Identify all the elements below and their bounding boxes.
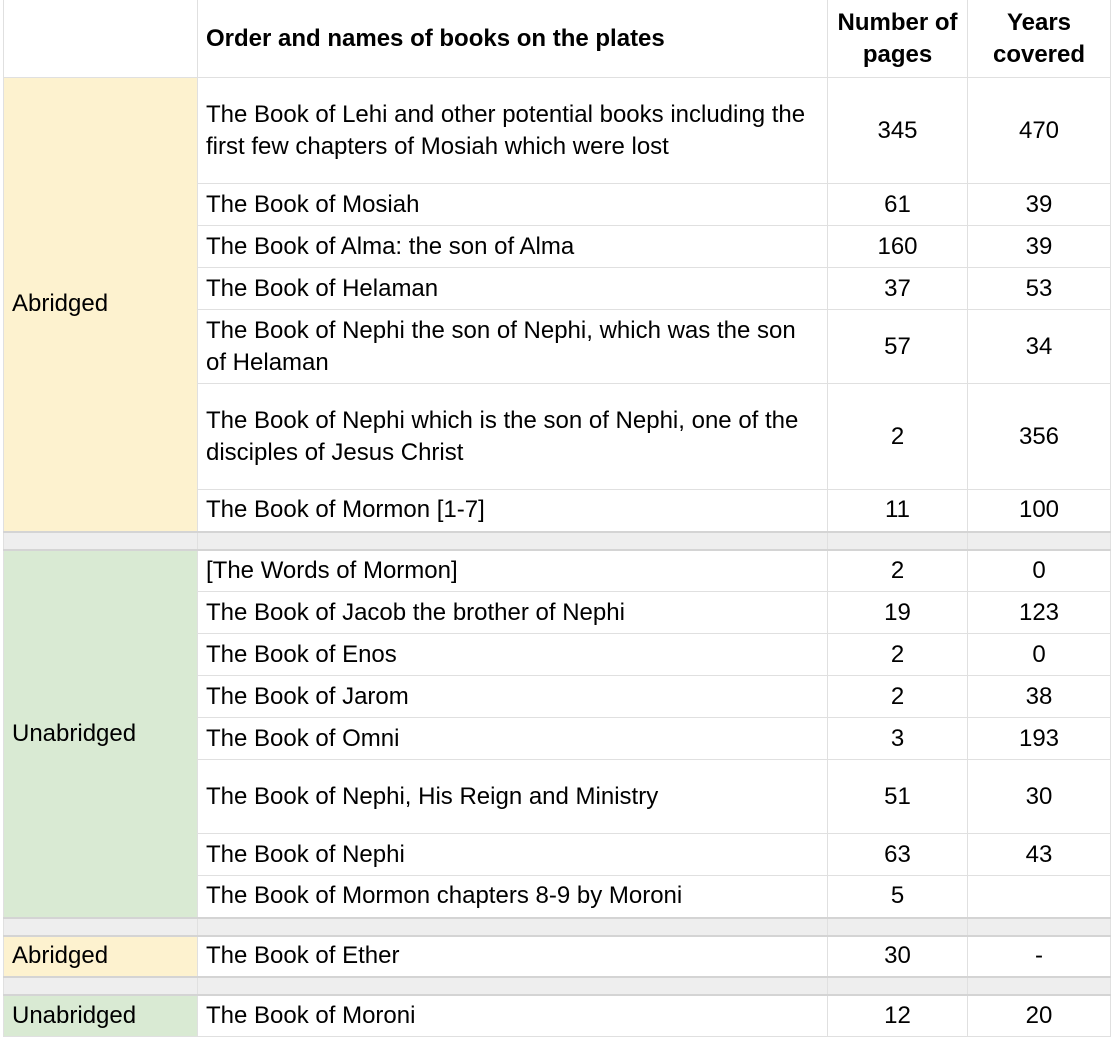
book-name-cell[interactable]: The Book of Mosiah — [198, 184, 828, 226]
pages-cell[interactable]: 19 — [828, 592, 968, 634]
years-cell[interactable]: 123 — [968, 592, 1111, 634]
group-label-cell[interactable]: Unabridged — [4, 995, 198, 1037]
separator-cell[interactable] — [968, 918, 1111, 936]
separator-cell[interactable] — [198, 532, 828, 550]
years-cell[interactable]: 38 — [968, 676, 1111, 718]
years-cell[interactable] — [968, 876, 1111, 918]
years-cell[interactable]: 356 — [968, 384, 1111, 490]
table-row — [4, 936, 1111, 977]
separator-cell[interactable] — [198, 918, 828, 936]
group-label-cell[interactable]: Unabridged — [4, 550, 198, 918]
group-label-cell[interactable]: Abridged — [4, 936, 198, 977]
years-cell[interactable]: 39 — [968, 184, 1111, 226]
years-cell[interactable]: 193 — [968, 718, 1111, 760]
header-book-names[interactable]: Order and names of books on the plates — [198, 0, 828, 78]
book-name-cell[interactable]: The Book of Lehi and other potential books including the first few chapters of Mosiah which were lost — [198, 78, 828, 184]
header-number-of-pages[interactable]: Number of pages — [828, 0, 968, 78]
separator-cell[interactable] — [968, 977, 1111, 995]
years-cell[interactable]: 0 — [968, 550, 1111, 592]
separator-row — [4, 532, 1111, 550]
book-name-cell[interactable]: The Book of Alma: the son of Alma — [198, 226, 828, 268]
table-row — [4, 550, 1111, 592]
book-name-cell[interactable]: The Book of Nephi the son of Nephi, which was the son of Helaman — [198, 310, 828, 384]
book-name-cell[interactable]: The Book of Mormon [1-7] — [198, 490, 828, 532]
years-cell[interactable]: 0 — [968, 634, 1111, 676]
separator-row — [4, 918, 1111, 936]
book-name-cell[interactable]: The Book of Ether — [198, 936, 828, 977]
book-name-cell[interactable]: The Book of Jacob the brother of Nephi — [198, 592, 828, 634]
years-cell[interactable]: 43 — [968, 834, 1111, 876]
separator-cell[interactable] — [4, 532, 198, 550]
separator-cell[interactable] — [4, 918, 198, 936]
pages-cell[interactable]: 2 — [828, 634, 968, 676]
pages-cell[interactable]: 2 — [828, 676, 968, 718]
years-cell[interactable]: 470 — [968, 78, 1111, 184]
pages-cell[interactable]: 345 — [828, 78, 968, 184]
pages-cell[interactable]: 5 — [828, 876, 968, 918]
pages-cell[interactable]: 63 — [828, 834, 968, 876]
table-row — [4, 995, 1111, 1037]
years-cell[interactable]: 20 — [968, 995, 1111, 1037]
years-cell[interactable]: 34 — [968, 310, 1111, 384]
separator-cell[interactable] — [198, 977, 828, 995]
book-name-cell[interactable]: The Book of Mormon chapters 8-9 by Moroni — [198, 876, 828, 918]
book-name-cell[interactable]: The Book of Helaman — [198, 268, 828, 310]
header-row — [4, 0, 1111, 78]
spreadsheet-table — [3, 0, 1111, 1037]
years-cell[interactable]: 30 — [968, 760, 1111, 834]
book-name-cell[interactable]: [The Words of Mormon] — [198, 550, 828, 592]
pages-cell[interactable]: 30 — [828, 936, 968, 977]
pages-cell[interactable]: 3 — [828, 718, 968, 760]
book-name-cell[interactable]: The Book of Nephi — [198, 834, 828, 876]
pages-cell[interactable]: 11 — [828, 490, 968, 532]
years-cell[interactable]: - — [968, 936, 1111, 977]
header-cell-empty[interactable] — [4, 0, 198, 78]
header-years-covered[interactable]: Years covered — [968, 0, 1111, 78]
years-cell[interactable]: 39 — [968, 226, 1111, 268]
separator-row — [4, 977, 1111, 995]
pages-cell[interactable]: 37 — [828, 268, 968, 310]
book-name-cell[interactable]: The Book of Omni — [198, 718, 828, 760]
separator-cell[interactable] — [828, 918, 968, 936]
separator-cell[interactable] — [828, 532, 968, 550]
pages-cell[interactable]: 57 — [828, 310, 968, 384]
pages-cell[interactable]: 51 — [828, 760, 968, 834]
book-name-cell[interactable]: The Book of Nephi, His Reign and Ministry — [198, 760, 828, 834]
separator-cell[interactable] — [968, 532, 1111, 550]
years-cell[interactable]: 53 — [968, 268, 1111, 310]
group-label-cell[interactable]: Abridged — [4, 78, 198, 532]
pages-cell[interactable]: 160 — [828, 226, 968, 268]
years-cell[interactable]: 100 — [968, 490, 1111, 532]
table-row — [4, 78, 1111, 184]
separator-cell[interactable] — [828, 977, 968, 995]
book-name-cell[interactable]: The Book of Moroni — [198, 995, 828, 1037]
pages-cell[interactable]: 12 — [828, 995, 968, 1037]
book-name-cell[interactable]: The Book of Jarom — [198, 676, 828, 718]
pages-cell[interactable]: 2 — [828, 384, 968, 490]
pages-cell[interactable]: 2 — [828, 550, 968, 592]
book-name-cell[interactable]: The Book of Nephi which is the son of Nephi, one of the disciples of Jesus Christ — [198, 384, 828, 490]
book-name-cell[interactable]: The Book of Enos — [198, 634, 828, 676]
separator-cell[interactable] — [4, 977, 198, 995]
pages-cell[interactable]: 61 — [828, 184, 968, 226]
